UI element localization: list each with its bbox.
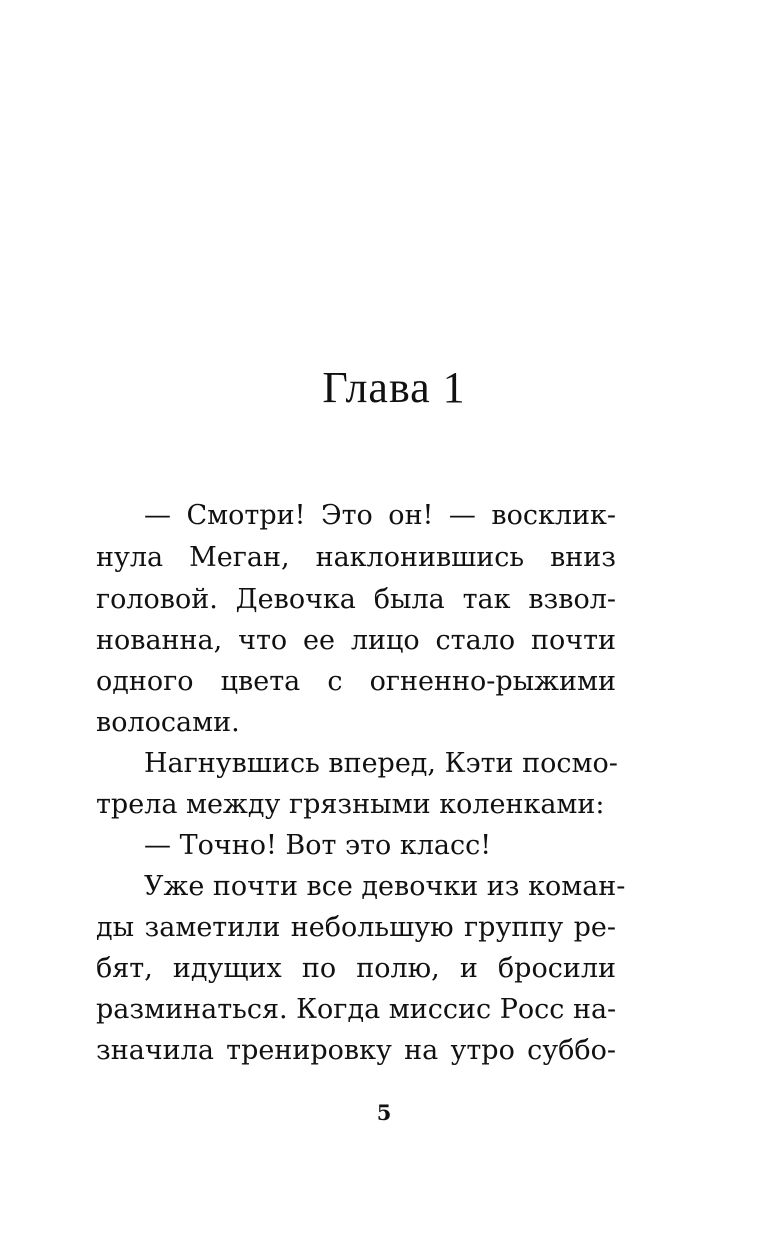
text-line: значила тренировку на утро суббо-	[96, 1035, 616, 1066]
chapter-title: Глава 1	[322, 363, 466, 412]
text-line: нованна, что ее лицо стало почти	[96, 625, 616, 656]
text-line: бят, идущих по полю, и бросили	[96, 953, 616, 984]
text-line: головой. Девочка была так взвол-	[96, 584, 616, 615]
text-line: — Точно! Вот это класс!	[144, 830, 492, 861]
text-line: ды заметили небольшую группу ре-	[96, 912, 616, 943]
text-line: нула Меган, наклонившись вниз	[96, 542, 616, 573]
text-line: одного цвета с огненно-рыжими	[96, 666, 616, 697]
text-line: — Смотри! Это он! — восклик-	[144, 500, 616, 531]
text-line: Уже почти все девочки из коман-	[144, 871, 626, 902]
text-line: волосами.	[96, 707, 240, 738]
page-number: 5	[376, 1100, 392, 1125]
text-line: трела между грязными коленками:	[96, 789, 605, 820]
text-line: разминаться. Когда миссис Росс на-	[96, 994, 617, 1025]
text-line: Нагнувшись вперед, Кэти посмо-	[144, 748, 618, 779]
